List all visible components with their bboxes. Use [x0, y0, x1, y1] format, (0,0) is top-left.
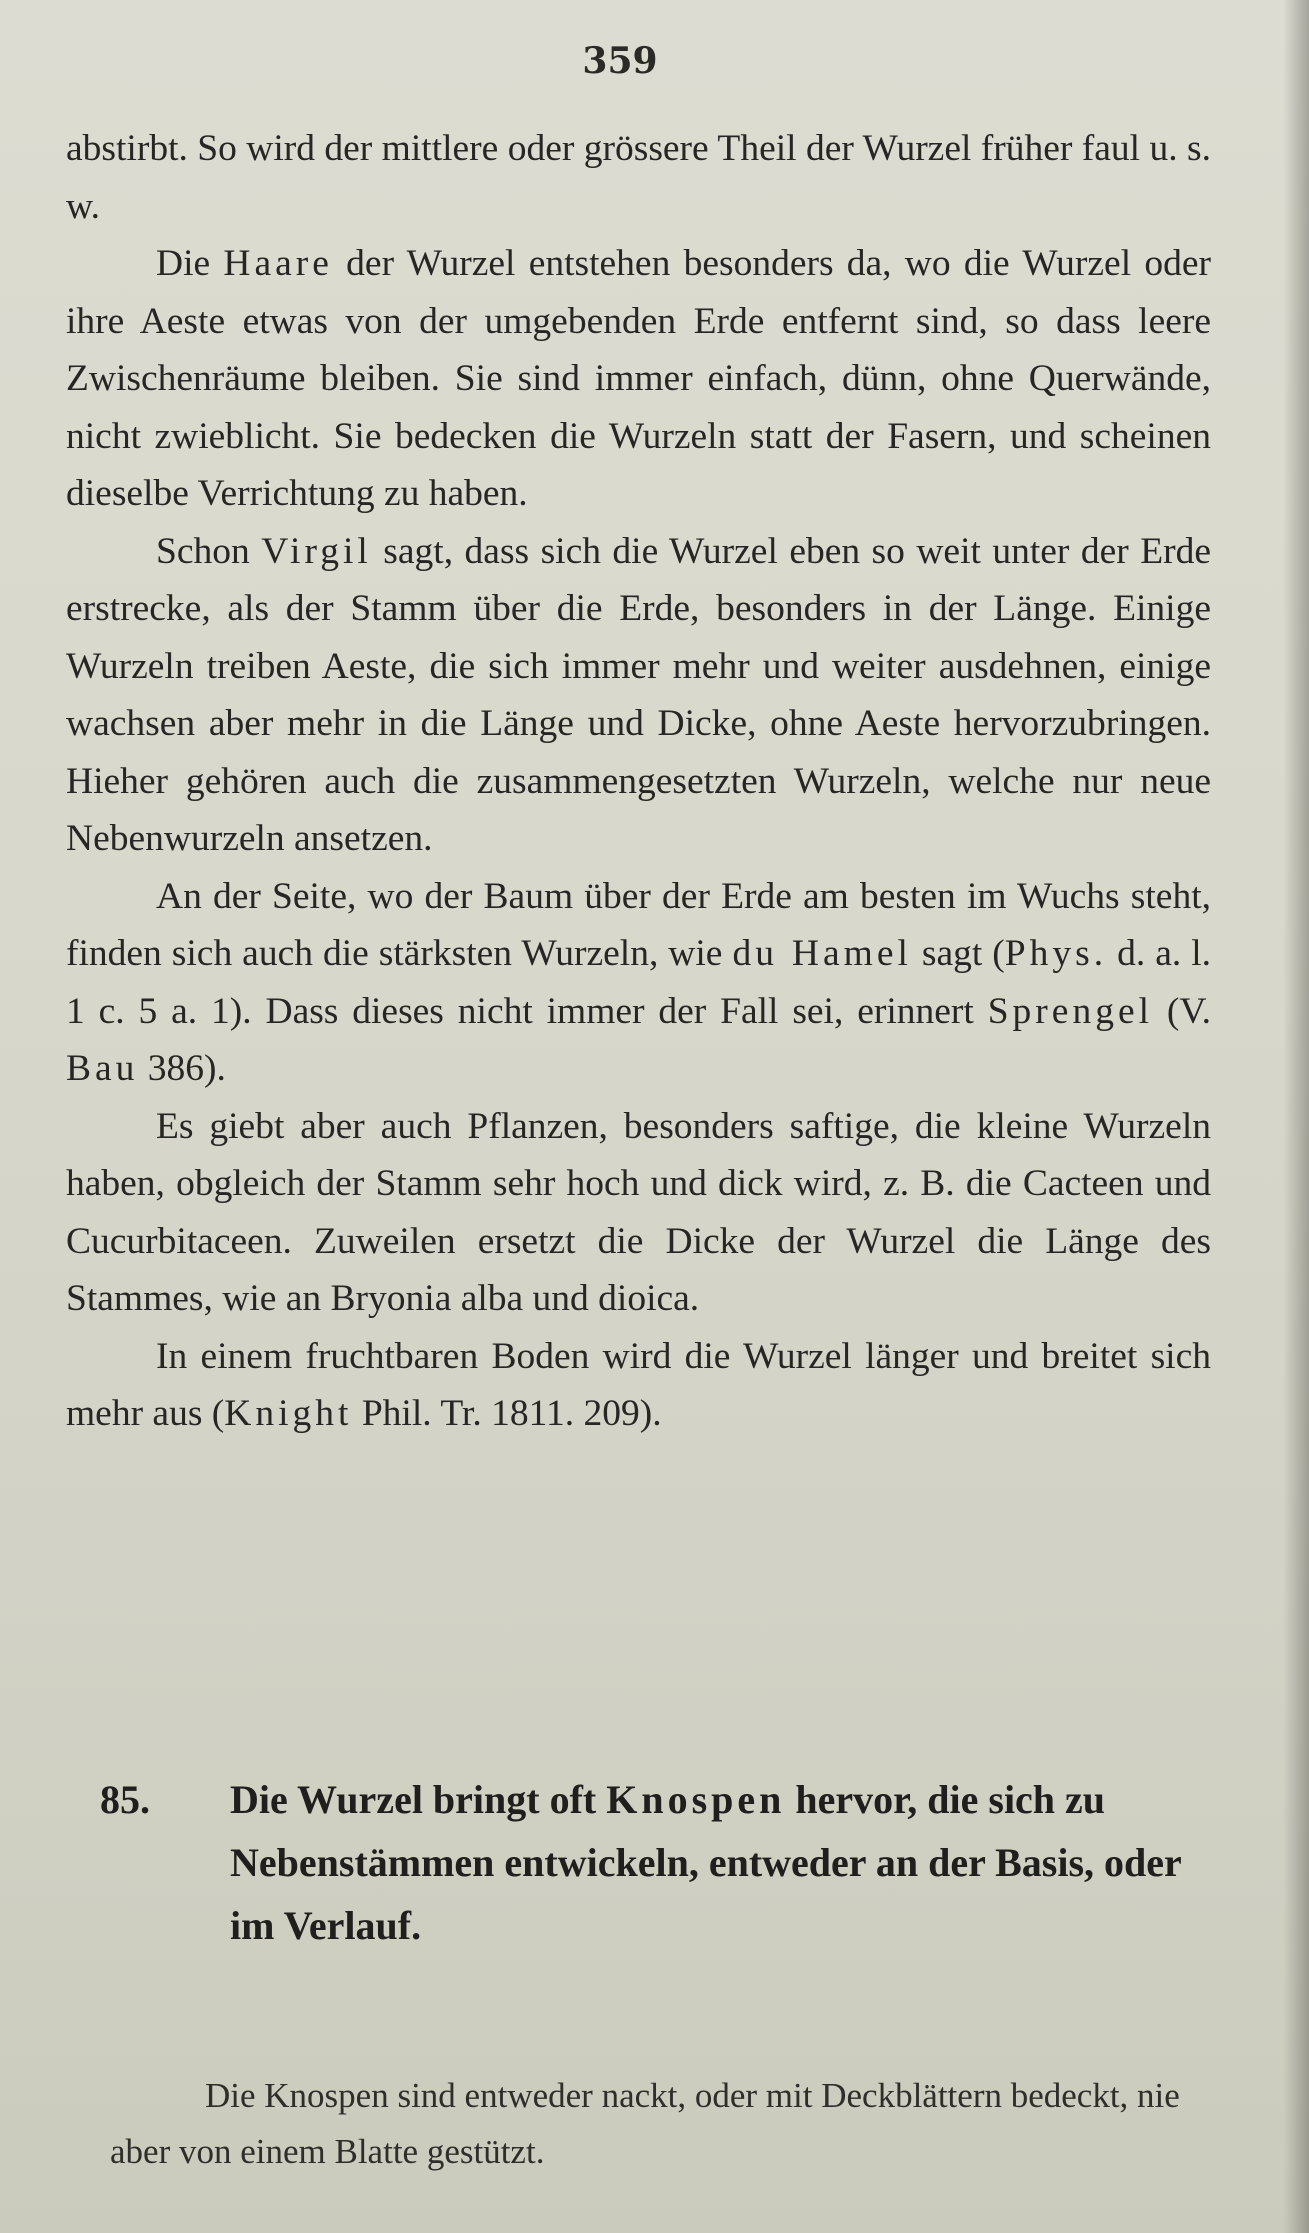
text-run: Phil. Tr. 1811. 209).	[352, 1393, 662, 1434]
text-run: Schon	[156, 530, 262, 572]
text-run: Die	[156, 243, 224, 284]
paragraph	[66, 1328, 1211, 1443]
spaced-term: Sprengel	[987, 990, 1154, 1032]
paragraph	[66, 523, 1211, 868]
spaced-term: Virgil	[261, 530, 372, 572]
text-run: An der Seite, wo der Baum über der Erde am besten im Wuchs steht, finden sich auch die stärksten Wurzeln, wie	[66, 875, 1211, 974]
paragraph	[66, 868, 1211, 1098]
text-run: Es giebt aber auch Pflanzen, besonders saftige, die kleine Wurzeln haben, obgleich der Stamm sehr hoch und dick wird, z. B. die Cacteen und Cucurbitaceen. Zuweilen ersetzt die Dicke der Wurzel die Länge des Stammes, wie an Bryonia alba und dioica.	[66, 1105, 1211, 1319]
text-run: (V.	[1153, 990, 1211, 1032]
text-run: 386).	[138, 1048, 226, 1089]
text-run: sagt (	[911, 933, 1005, 974]
spaced-term: Phys.	[1004, 933, 1108, 974]
spaced-term: Bau	[66, 1048, 139, 1089]
text-run: abstirbt. So wird der mittlere oder grössere Theil der Wurzel früher faul u. s. w.	[66, 128, 1211, 227]
paragraph	[66, 120, 1211, 235]
section-title	[230, 1768, 1230, 1957]
paragraph	[66, 235, 1211, 523]
page-number: 359	[582, 40, 658, 82]
spaced-term: du Hamel	[732, 933, 912, 974]
paragraph	[66, 1098, 1211, 1328]
section-heading	[100, 1768, 1230, 1957]
text-run: Die Wurzel bringt oft	[230, 1777, 607, 1822]
text-run: In einem fruchtbaren Boden wird die Wurzel länger und breitet sich mehr aus (	[66, 1335, 1211, 1434]
spaced-term: Knospen	[606, 1777, 786, 1822]
text-run: hervor, die sich zu Nebenstämmen entwickeln, entweder an der Basis, oder im Verlauf.	[230, 1777, 1182, 1948]
body-text	[66, 120, 1211, 1443]
text-run: der Wurzel entstehen besonders da, wo die Wurzel oder ihre Aeste etwas von der umgebenden Erde entfernt sind, so dass leere Zwischenräume bleiben. Sie sind immer einfach, dünn, ohne Querwände, nicht zwieblicht. Sie bedecken die Wurzeln statt der Fasern, und scheinen dieselbe Verrichtung zu haben.	[66, 243, 1211, 514]
spaced-term: Knight	[224, 1393, 353, 1434]
spaced-term: Haare	[223, 243, 333, 284]
text-run: sagt, dass sich die Wurzel eben so weit unter der Erde erstrecke, als der Stamm über die Erde, besonders in der Länge. Einige Wurzeln treiben Aeste, die sich immer mehr und weiter ausdehnen, einige wachsen aber mehr in die Länge und Dicke, ohne Aeste hervorzubringen. Hieher gehören auch die zusammengesetzten Wurzeln, welche nur neue Nebenwurzeln ansetzen.	[66, 530, 1211, 859]
section-number: 85.	[100, 1777, 150, 1822]
text-run: d. a. l. 1 c. 5 a. 1). Dass dieses nicht immer der Fall sei, erinnert	[66, 933, 1211, 1032]
paragraph: Die Knospen sind entweder nackt, oder mit Deckblättern bedeckt, nie aber von einem Blatte gestützt.	[110, 2076, 1180, 2171]
closing-text	[110, 2068, 1210, 2180]
